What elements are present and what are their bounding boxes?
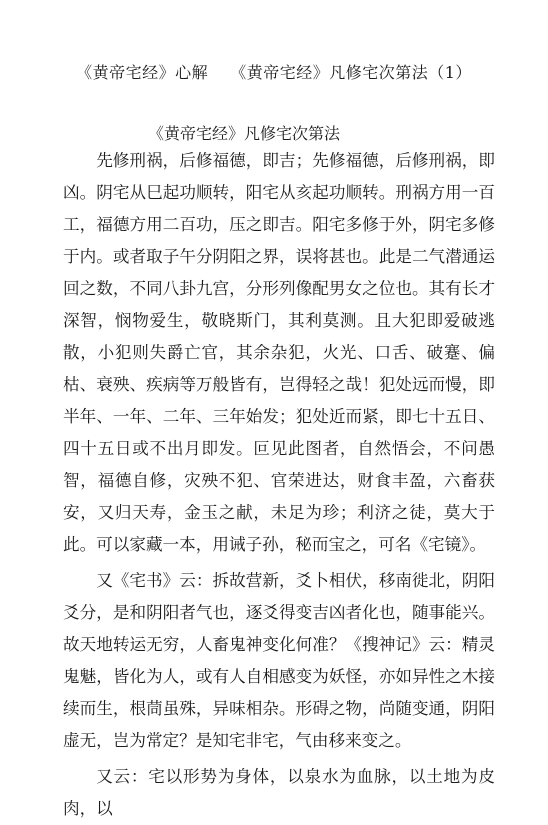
paragraph-2: 又《宅书》云：拆故营新，爻卜相伏，移南徙北，阴阳爻分，是和阴阳者气也，逐爻得变吉凶者化也，随事能兴。故天地转运无穷，人畜鬼神变化何准？《搜神记》云：精灵鬼魅，皆化为人，或有人自相感变为妖怪，亦如异性之木接续而生，根茼虽殊，异味相杂。形碍之物，尚随变通，阴阳虚无，岂为常定？是知宅非宅，气由移来变之。: [63, 571, 495, 750]
body-text: [63, 145, 495, 825]
section-title: 《黄帝宅经》凡修宅次第法: [148, 124, 341, 143]
page-header: 《黄帝宅经》心解 《黄帝宅经》凡修宅次第法（1）: [76, 63, 472, 82]
paragraph-3: 又云：宅以形势为身体，以泉水为血脉，以土地为皮肉，以: [63, 767, 495, 818]
paragraph-1: 先修刑祸，后修福德，即吉；先修福德，后修刑祸，即凶。阴宅从巳起功顺转，阳宅从亥起功顺转。刑祸方用一百工，福德方用二百功，压之即吉。阳宅多修于外，阴宅多修于内。或者取子午分阴阳之界，误将甚也。此是二气潜通运回之数，不同八卦九宫，分形列像配男女之位也。其有长才深智，悯物爱生，敬晓斯门，其利莫测。且大犯即爱破逃散，小犯则失爵亡官，其余杂犯，火光、口舌、破蹇、偏枯、衰殃、疾病等万般皆有，岂得轻之哉！犯处远而慢，即半年、一年、二年、三年始发；犯处近而紧，即七十五日、四十五日或不出月即发。叵见此图者，自然悟会，不问愚智，福德自修，灾殃不犯、官荣进达，财食丰盈，六畜获安，又归天寿，金玉之献，未足为珍；利济之徒，莫大于此。可以家藏一本，用诫子孙，秘而宝之，可名《宅镜》。: [63, 151, 495, 554]
